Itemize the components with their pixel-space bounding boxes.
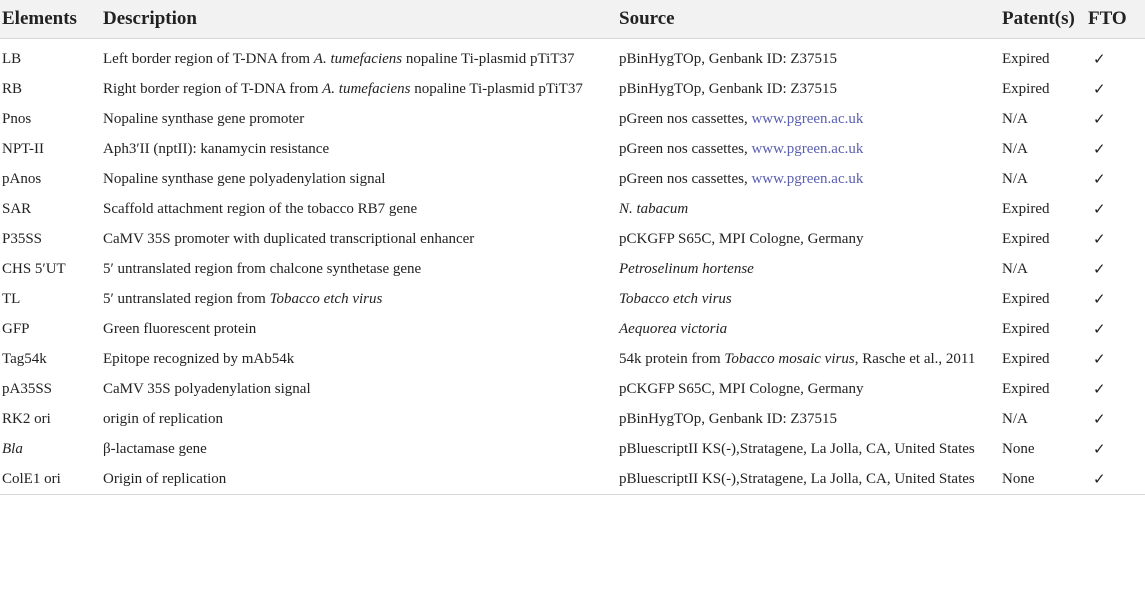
table-row: [0, 74, 1145, 104]
cell-patent: Expired: [1002, 201, 1050, 217]
check-icon: ✓: [1093, 470, 1106, 488]
text-segment: pBluescriptII KS(-),Stratagene, La Jolla, CA, United States: [619, 441, 975, 457]
text-segment: 5′ untranslated region from chalcone synthetase gene: [103, 261, 422, 277]
cell-description: [101, 314, 617, 344]
cell-patent: Expired: [1002, 381, 1050, 397]
cell-source: [617, 39, 1000, 75]
text-segment: Green fluorescent protein: [103, 321, 257, 337]
cell-patent: Expired: [1002, 291, 1050, 307]
cell-source: [617, 314, 1000, 344]
table-header: [0, 0, 1145, 39]
header-elements: Elements: [2, 8, 77, 29]
text-segment: pGreen nos cassettes,: [619, 111, 752, 127]
cell-source: [617, 464, 1000, 495]
check-icon: ✓: [1093, 290, 1106, 308]
cell-element: pAnos: [2, 171, 42, 187]
cell-source: [617, 74, 1000, 104]
source-link[interactable]: www.pgreen.ac.uk: [751, 141, 864, 157]
text-segment: pGreen nos cassettes,: [619, 171, 752, 187]
cell-source: [617, 344, 1000, 374]
table-body: [0, 39, 1145, 495]
check-icon: ✓: [1093, 320, 1106, 338]
check-icon: ✓: [1093, 140, 1106, 158]
cell-source: [617, 224, 1000, 254]
text-segment: CaMV 35S polyadenylation signal: [103, 381, 311, 397]
cell-description: [101, 254, 617, 284]
header-description: Description: [103, 8, 197, 29]
cell-description: [101, 134, 617, 164]
check-icon: ✓: [1093, 440, 1106, 458]
cell-source: [617, 164, 1000, 194]
cell-element: Tag54k: [2, 351, 47, 367]
header-row: [0, 0, 1145, 39]
table-row: [0, 164, 1145, 194]
text-segment: pBluescriptII KS(-),Stratagene, La Jolla, CA, United States: [619, 471, 975, 487]
check-icon: ✓: [1093, 230, 1106, 248]
table-row: [0, 374, 1145, 404]
text-segment: CaMV 35S promoter with duplicated transcriptional enhancer: [103, 231, 475, 247]
text-segment: nopaline Ti-plasmid pTiT37: [410, 81, 583, 97]
cell-element: RK2 ori: [2, 411, 51, 427]
cell-description: [101, 74, 617, 104]
text-segment: Petroselinum hortense: [619, 261, 754, 277]
cell-description: [101, 404, 617, 434]
cell-description: [101, 434, 617, 464]
text-segment: pBinHygTOp, Genbank ID: Z37515: [619, 51, 838, 67]
text-segment: origin of replication: [103, 411, 223, 427]
header-fto: FTO: [1088, 8, 1127, 29]
cell-element: P35SS: [2, 231, 43, 247]
cell-element: LB: [2, 51, 22, 67]
cell-element: Pnos: [2, 111, 32, 127]
text-segment: Nopaline synthase gene promoter: [103, 111, 305, 127]
table-row: [0, 464, 1145, 495]
cell-description: [101, 344, 617, 374]
check-icon: ✓: [1093, 380, 1106, 398]
cell-source: [617, 134, 1000, 164]
text-segment: Left border region of T-DNA from: [103, 51, 314, 67]
table-row: [0, 104, 1145, 134]
cell-description: [101, 224, 617, 254]
cell-element: SAR: [2, 201, 32, 217]
text-segment: β-lactamase gene: [103, 441, 207, 457]
header-source: Source: [619, 8, 675, 29]
check-icon: ✓: [1093, 110, 1106, 128]
text-segment: Tobacco mosaic virus: [724, 351, 855, 367]
text-segment: Right border region of T-DNA from: [103, 81, 323, 97]
check-icon: ✓: [1093, 80, 1106, 98]
cell-patent: Expired: [1002, 231, 1050, 247]
source-link[interactable]: www.pgreen.ac.uk: [751, 171, 864, 187]
table-row: [0, 254, 1145, 284]
table-row: [0, 314, 1145, 344]
cell-patent: Expired: [1002, 351, 1050, 367]
text-segment: pCKGFP S65C, MPI Cologne, Germany: [619, 381, 864, 397]
cell-patent: Expired: [1002, 321, 1050, 337]
check-icon: ✓: [1093, 410, 1106, 428]
text-segment: N. tabacum: [619, 201, 689, 217]
text-segment: A. tumefaciens: [322, 81, 411, 97]
cell-element: RB: [2, 81, 23, 97]
cell-patent: N/A: [1002, 171, 1028, 187]
text-segment: , Rasche et al., 2011: [854, 351, 976, 367]
check-icon: ✓: [1093, 200, 1106, 218]
text-segment: Aequorea victoria: [619, 321, 728, 337]
text-segment: Epitope recognized by mAb54k: [103, 351, 295, 367]
cell-source: [617, 374, 1000, 404]
cell-patent: None: [1002, 471, 1035, 487]
text-segment: Aph3′II (nptII): kanamycin resistance: [103, 141, 330, 157]
table-row: [0, 39, 1145, 75]
cell-patent: N/A: [1002, 411, 1028, 427]
cell-source: [617, 194, 1000, 224]
cell-element: TL: [2, 291, 21, 307]
cell-patent: N/A: [1002, 141, 1028, 157]
cell-source: [617, 434, 1000, 464]
cell-patent: Expired: [1002, 51, 1050, 67]
text-segment: Origin of replication: [103, 471, 227, 487]
text-segment: Tobacco etch virus: [619, 291, 732, 307]
table-row: [0, 224, 1145, 254]
table-row: [0, 404, 1145, 434]
text-segment: 54k protein from: [619, 351, 725, 367]
cell-patent: Expired: [1002, 81, 1050, 97]
cell-description: [101, 104, 617, 134]
table-row: [0, 344, 1145, 374]
cell-description: [101, 39, 617, 75]
source-link[interactable]: www.pgreen.ac.uk: [751, 111, 864, 127]
cell-patent: None: [1002, 441, 1035, 457]
cell-description: [101, 374, 617, 404]
cell-description: [101, 464, 617, 495]
header-patents: Patent(s): [1002, 8, 1075, 29]
text-segment: Nopaline synthase gene polyadenylation signal: [103, 171, 386, 187]
cell-element: GFP: [2, 321, 30, 337]
check-icon: ✓: [1093, 350, 1106, 368]
cell-patent: N/A: [1002, 111, 1028, 127]
table-row: [0, 134, 1145, 164]
text-segment: pGreen nos cassettes,: [619, 141, 752, 157]
cell-element: Bla: [2, 441, 23, 457]
cell-source: [617, 254, 1000, 284]
table-row: [0, 434, 1145, 464]
text-segment: Tobacco etch virus: [269, 291, 383, 307]
text-segment: Scaffold attachment region of the tobacco RB7 gene: [103, 201, 418, 217]
check-icon: ✓: [1093, 170, 1106, 188]
text-segment: pBinHygTOp, Genbank ID: Z37515: [619, 411, 838, 427]
cell-element: pA35SS: [2, 381, 53, 397]
cell-element: CHS 5′UT: [2, 261, 66, 277]
cell-description: [101, 284, 617, 314]
text-segment: nopaline Ti-plasmid pTiT37: [402, 51, 575, 67]
text-segment: pBinHygTOp, Genbank ID: Z37515: [619, 81, 838, 97]
cell-patent: N/A: [1002, 261, 1028, 277]
text-segment: pCKGFP S65C, MPI Cologne, Germany: [619, 231, 864, 247]
cell-source: [617, 404, 1000, 434]
table-row: [0, 284, 1145, 314]
check-icon: ✓: [1093, 260, 1106, 278]
cell-description: [101, 194, 617, 224]
table-row: [0, 194, 1145, 224]
cell-element: NPT-II: [2, 141, 44, 157]
cell-source: [617, 284, 1000, 314]
text-segment: 5′ untranslated region from: [103, 291, 270, 307]
cell-source: [617, 104, 1000, 134]
cell-description: [101, 164, 617, 194]
cell-element: ColE1 ori: [2, 471, 61, 487]
text-segment: A. tumefaciens: [313, 51, 403, 67]
check-icon: ✓: [1093, 50, 1106, 68]
